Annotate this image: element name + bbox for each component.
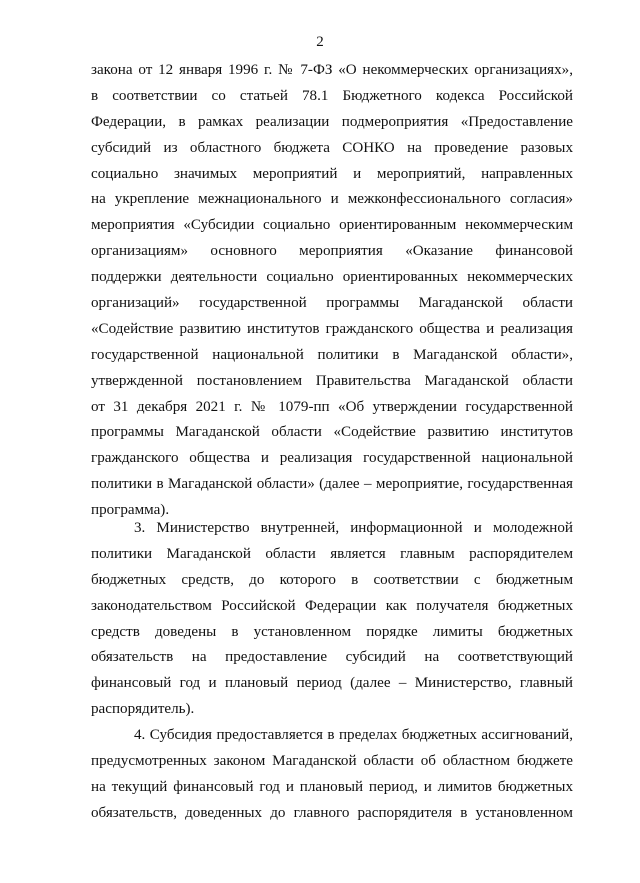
text-line: 4. Субсидия предоставляется в пределах бюджетных ассигнований,	[134, 727, 573, 743]
text-line: организациям» основного мероприятия «Оказание финансовой	[91, 243, 573, 260]
page-number: 2	[316, 34, 324, 50]
text-line: субсидий из областного бюджета СОНКО на проведение разовых	[91, 139, 573, 156]
text-line: законодательством Российской Федерации как получателя бюджетных	[91, 597, 573, 614]
paragraph-item-3	[91, 516, 573, 723]
text-line: программа).	[91, 502, 170, 519]
text-line: Федерации, в рамках реализации подмероприятия «Предоставление	[91, 113, 573, 130]
text-line: средств доведены в установленном порядке лимиты бюджетных	[91, 623, 573, 640]
text-line: закона от 12 января 1996 г. № 7-ФЗ «О некоммерческих организациях»,	[91, 62, 573, 78]
text-line: на укрепление межнационального и межконфессионального согласия»	[91, 191, 573, 208]
text-line: бюджетных средств, до которого в соответствии с бюджетным	[91, 571, 573, 588]
text-line: политики Магаданской области является главным распорядителем	[91, 545, 573, 562]
paragraph-continuation	[91, 58, 573, 524]
text-line: социально значимых мероприятий и мероприятий, направленных	[91, 165, 573, 182]
text-line: финансовый год и плановый период (далее – Министерство, главный	[91, 675, 573, 692]
text-line: предусмотренных законом Магаданской области об областном бюджете	[91, 752, 573, 769]
text-line: от 31 декабря 2021 г. № 1079-пп «Об утверждении государственной	[91, 398, 573, 415]
text-line: распорядитель).	[91, 701, 195, 718]
text-line: государственной национальной политики в Магаданской области»,	[91, 346, 573, 363]
text-line: гражданского общества и реализация государственной национальной	[91, 450, 573, 467]
paragraph-item-4	[91, 723, 573, 827]
text-line: мероприятия «Субсидии социально ориентированным некоммерческим	[91, 217, 573, 234]
text-line: «Содействие развитию институтов гражданского общества и реализация	[91, 320, 573, 337]
text-line: программы Магаданской области «Содействие развитию институтов	[91, 424, 573, 441]
text-line: обязательств на предоставление субсидий на соответствующий	[91, 649, 573, 666]
text-line: политики в Магаданской области» (далее – мероприятие, государственная	[91, 476, 573, 493]
text-line: утвержденной постановлением Правительства Магаданской области	[91, 372, 573, 389]
text-line: организаций» государственной программы Магаданской области	[91, 295, 573, 312]
text-line: обязательств, доведенных до главного распорядителя в установленном	[91, 804, 573, 821]
text-line: на текущий финансовый год и плановый период, и лимитов бюджетных	[91, 778, 573, 795]
text-line: в соответствии со статьей 78.1 Бюджетного кодекса Российской	[91, 87, 573, 104]
text-line: 3. Министерство внутренней, информационной и молодежной	[134, 520, 573, 536]
text-line: поддержки деятельности социально ориентированных некоммерческих	[91, 269, 573, 286]
